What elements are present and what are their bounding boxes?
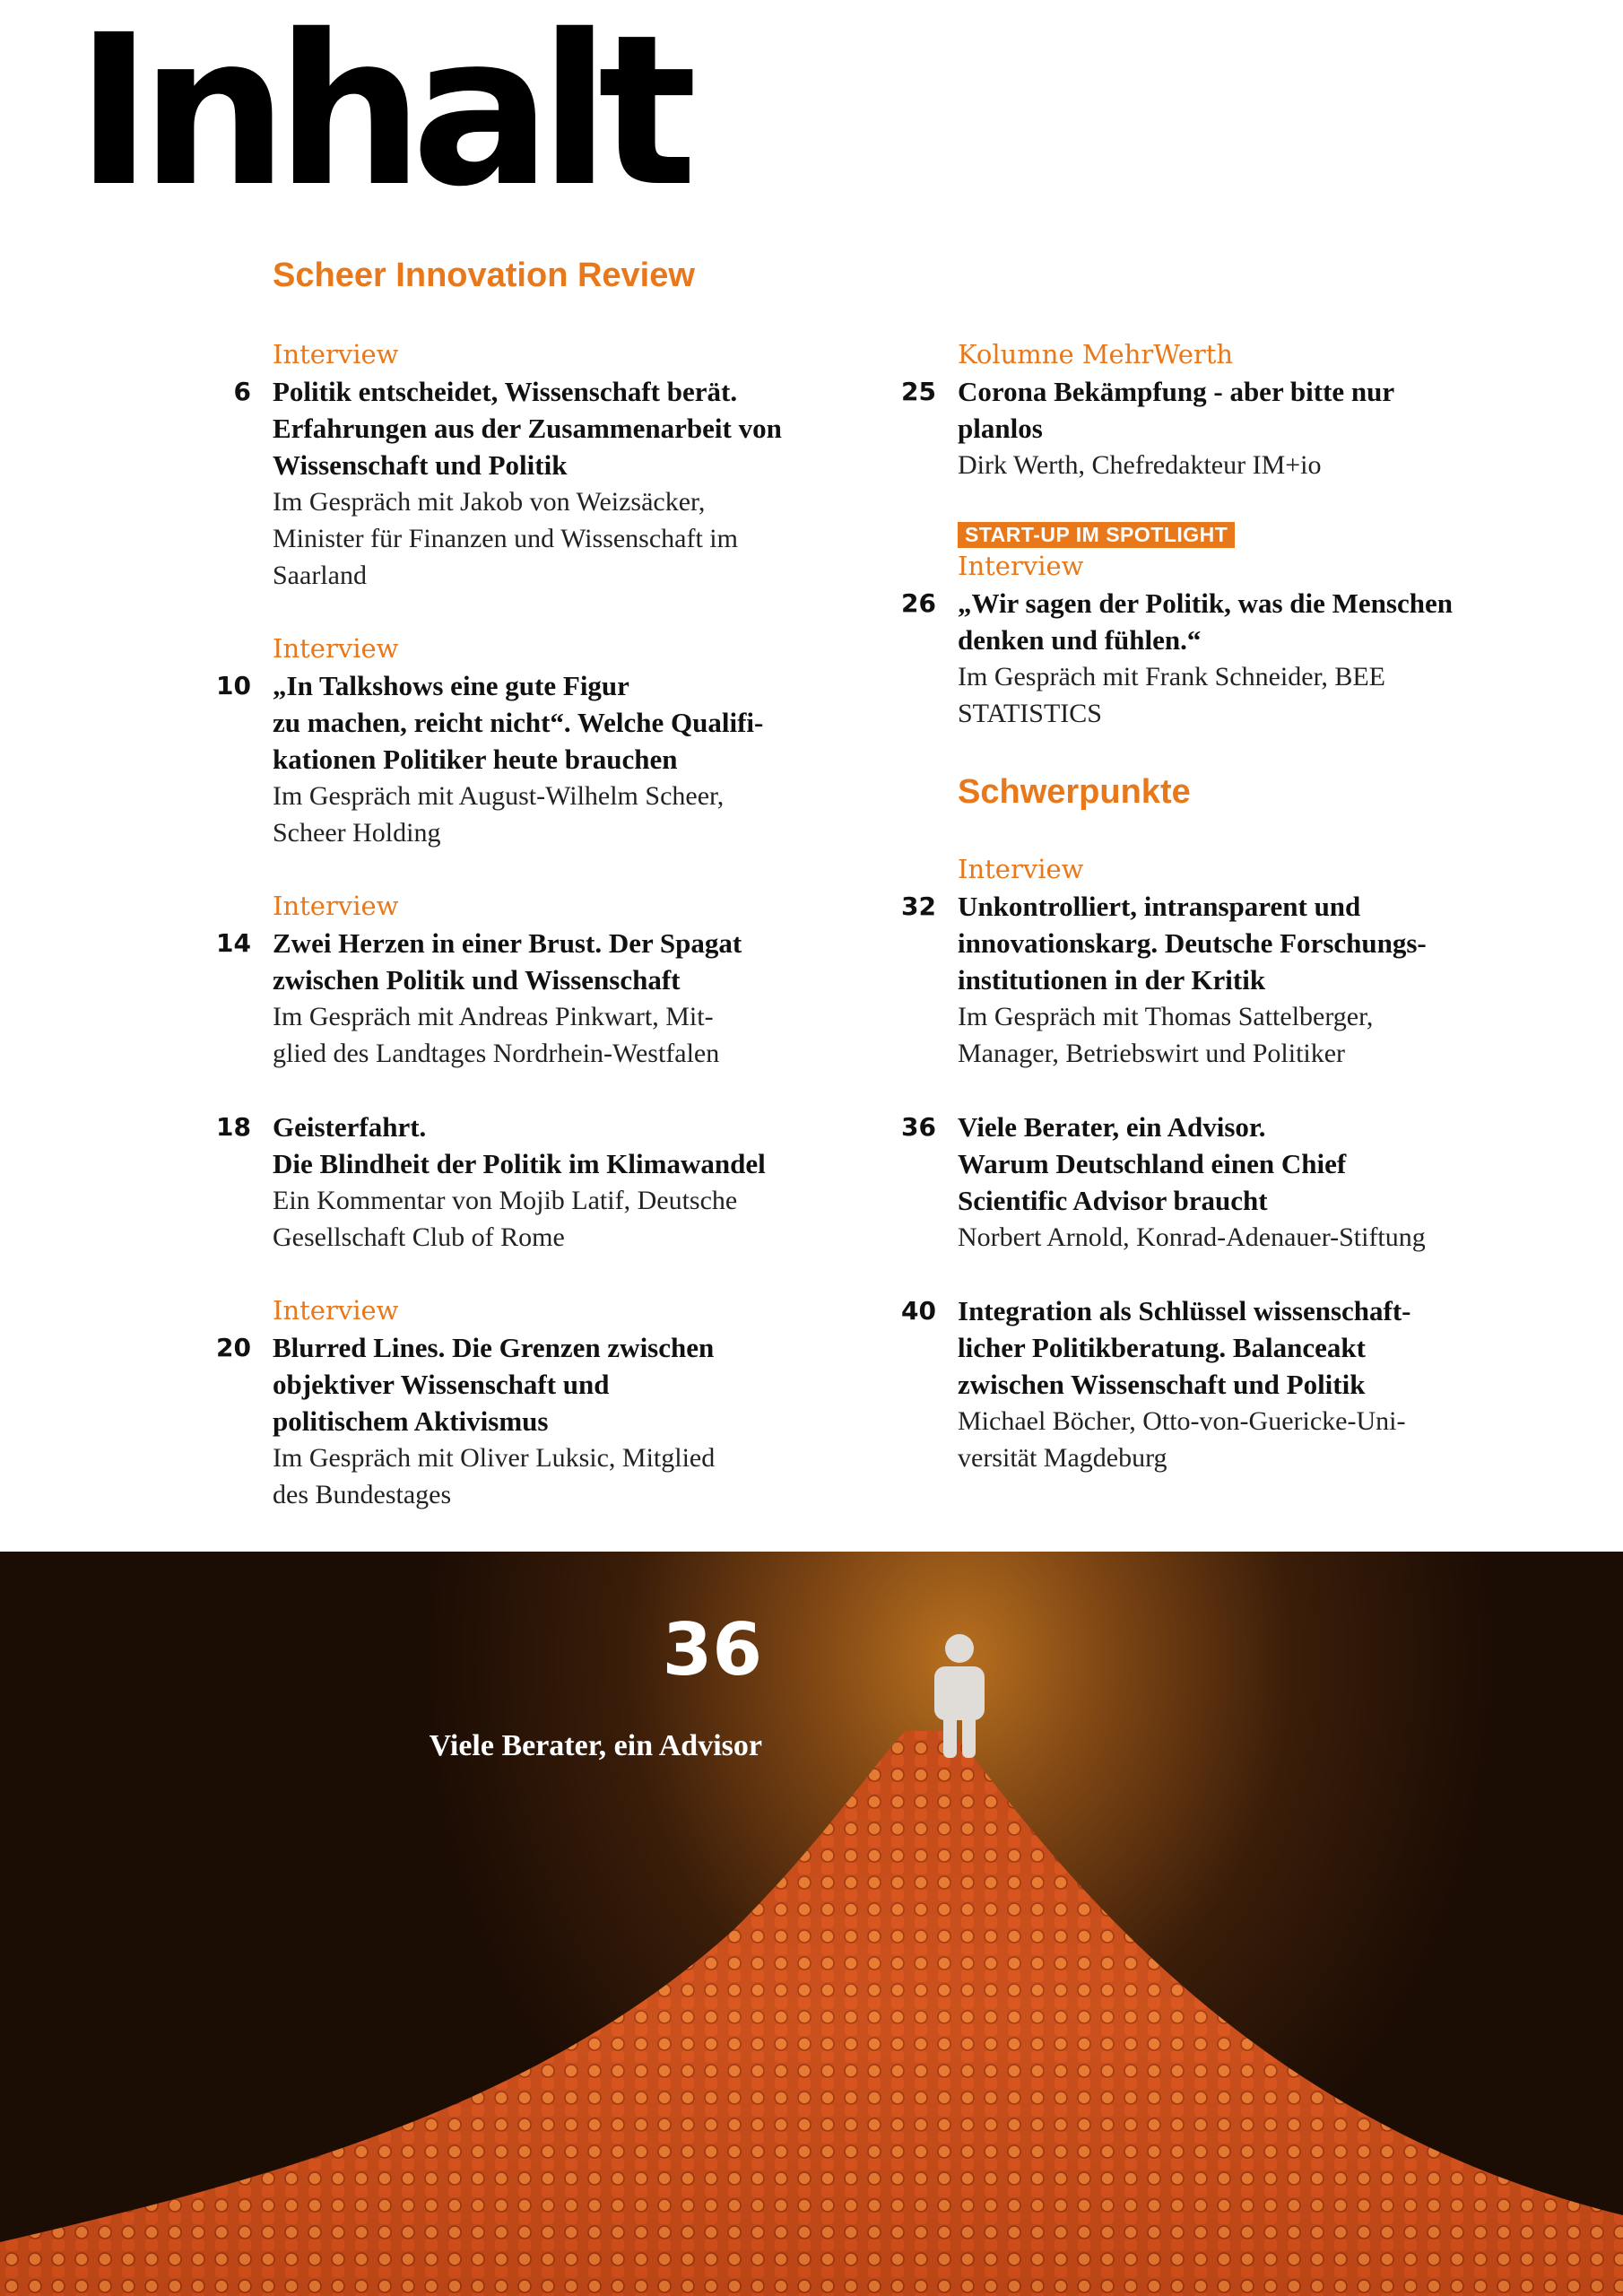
entry-subtitle: Im Gespräch mit Thomas Sattelberger, [958, 1002, 1374, 1031]
page-number: 18 [216, 1112, 251, 1142]
entry-subtitle: Im Gespräch mit Oliver Luksic, Mitglied [273, 1443, 716, 1473]
entry-headline: Unkontrolliert, intransparent und [958, 891, 1361, 922]
entry-kicker: Interview [273, 891, 399, 921]
entry-headline: denken und fühlen.“ [958, 624, 1202, 656]
toc-entry-40[interactable] [901, 1292, 1532, 1476]
entry-headline: Erfahrungen aus der Zusammenarbeit von [273, 413, 782, 444]
entry-kicker: Kolumne MehrWerth [958, 339, 1234, 370]
entry-subtitle: Scheer Holding [273, 818, 441, 848]
entry-headline: objektiver Wissenschaft und [273, 1369, 610, 1400]
page-number: 6 [233, 377, 251, 406]
hero-page-number: 36 [662, 1608, 762, 1692]
toc-entry-18[interactable] [216, 1109, 811, 1256]
entry-subtitle: des Bundestages [273, 1480, 452, 1509]
entry-kicker: Interview [273, 633, 399, 664]
entry-subtitle: Michael Böcher, Otto-von-Guericke-Uni- [958, 1406, 1406, 1436]
page-number: 36 [901, 1112, 936, 1142]
entry-headline: innovationskarg. Deutsche Forschungs- [958, 927, 1427, 959]
page-number: 10 [216, 671, 251, 700]
entry-headline: Politik entscheidet, Wissenschaft berät. [273, 376, 738, 407]
entry-kicker: Interview [273, 339, 399, 370]
entry-headline: Wissenschaft und Politik [273, 449, 568, 481]
entry-subtitle: Minister für Finanzen und Wissenschaft im [273, 524, 738, 553]
page-number: 25 [901, 377, 936, 406]
page-number: 32 [901, 891, 936, 921]
entry-kicker: Interview [273, 1295, 399, 1326]
hero-image[interactable] [0, 1552, 1623, 2296]
entry-subtitle: Dirk Werth, Chefredakteur IM+io [958, 450, 1322, 480]
toc-entry-25[interactable] [901, 336, 1532, 483]
entry-headline: zwischen Wissenschaft und Politik [958, 1369, 1366, 1400]
entry-headline: Integration als Schlüssel wissenschaft- [958, 1295, 1411, 1326]
page-number: 20 [216, 1333, 251, 1362]
entry-headline: Scientific Advisor braucht [958, 1185, 1268, 1216]
entry-headline: politischem Aktivismus [273, 1405, 549, 1437]
entry-subtitle: versität Magdeburg [958, 1443, 1167, 1473]
page-number: 40 [901, 1296, 936, 1326]
entry-headline: Die Blindheit der Politik im Klimawandel [273, 1148, 766, 1179]
page-title: Inhalt [75, 0, 685, 232]
entry-headline: Corona Bekämpfung - aber bitte nur [958, 376, 1395, 407]
entry-headline: institutionen in der Kritik [958, 964, 1266, 996]
toc-entry-20[interactable] [216, 1292, 811, 1513]
page-number: 26 [901, 588, 936, 618]
entry-subtitle: Im Gespräch mit Jakob von Weizsäcker, [273, 487, 706, 517]
entry-headline: kationen Politiker heute brauchen [273, 744, 678, 775]
entry-headline: Zwei Herzen in einer Brust. Der Spagat [273, 927, 742, 959]
entry-headline: licher Politikberatung. Balanceakt [958, 1332, 1366, 1363]
toc-entry-26[interactable] [901, 522, 1532, 732]
entry-subtitle: Manager, Betriebswirt und Politiker [958, 1039, 1346, 1068]
toc-entry-14[interactable] [216, 888, 811, 1072]
entry-headline: planlos [958, 413, 1043, 444]
entry-headline: Geisterfahrt. [273, 1111, 427, 1143]
entry-headline: zu machen, reicht nicht“. Welche Qualifi- [273, 707, 764, 738]
entry-headline: Blurred Lines. Die Grenzen zwischen [273, 1332, 715, 1363]
startup-spotlight-badge: START-UP IM SPOTLIGHT [958, 522, 1235, 548]
entry-headline: Viele Berater, ein Advisor. [958, 1111, 1266, 1143]
entry-subtitle: Ein Kommentar von Mojib Latif, Deutsche [273, 1186, 738, 1215]
crowd-pyramid-illustration [0, 1552, 1623, 2296]
toc-entry-10[interactable] [216, 631, 811, 851]
entry-subtitle: glied des Landtages Nordrhein-Westfalen [273, 1039, 720, 1068]
toc-entry-6[interactable] [233, 336, 811, 594]
section-title-focus: Schwerpunkte [958, 773, 1191, 811]
page-number: 14 [216, 928, 251, 958]
toc-entry-32[interactable] [901, 851, 1532, 1072]
entry-headline: „In Talkshows eine gute Figur [273, 670, 629, 701]
entry-headline: zwischen Politik und Wissenschaft [273, 964, 681, 996]
entry-subtitle: Im Gespräch mit August-Wilhelm Scheer, [273, 781, 725, 811]
toc-entry-36[interactable] [901, 1109, 1532, 1256]
hero-caption: Viele Berater, ein Advisor [429, 1729, 762, 1762]
entry-kicker: Interview [958, 551, 1084, 581]
entry-headline: Warum Deutschland einen Chief [958, 1148, 1347, 1179]
entry-subtitle: Norbert Arnold, Konrad-Adenauer-Stiftung [958, 1222, 1426, 1252]
entry-subtitle: Im Gespräch mit Andreas Pinkwart, Mit- [273, 1002, 714, 1031]
entry-subtitle: Saarland [273, 561, 367, 590]
entry-headline: „Wir sagen der Politik, was die Menschen [958, 587, 1453, 619]
entry-kicker: Interview [958, 854, 1084, 884]
section-title-review: Scheer Innovation Review [273, 257, 695, 294]
entry-subtitle: STATISTICS [958, 699, 1102, 728]
entry-subtitle: Im Gespräch mit Frank Schneider, BEE [958, 662, 1386, 691]
entry-subtitle: Gesellschaft Club of Rome [273, 1222, 565, 1252]
